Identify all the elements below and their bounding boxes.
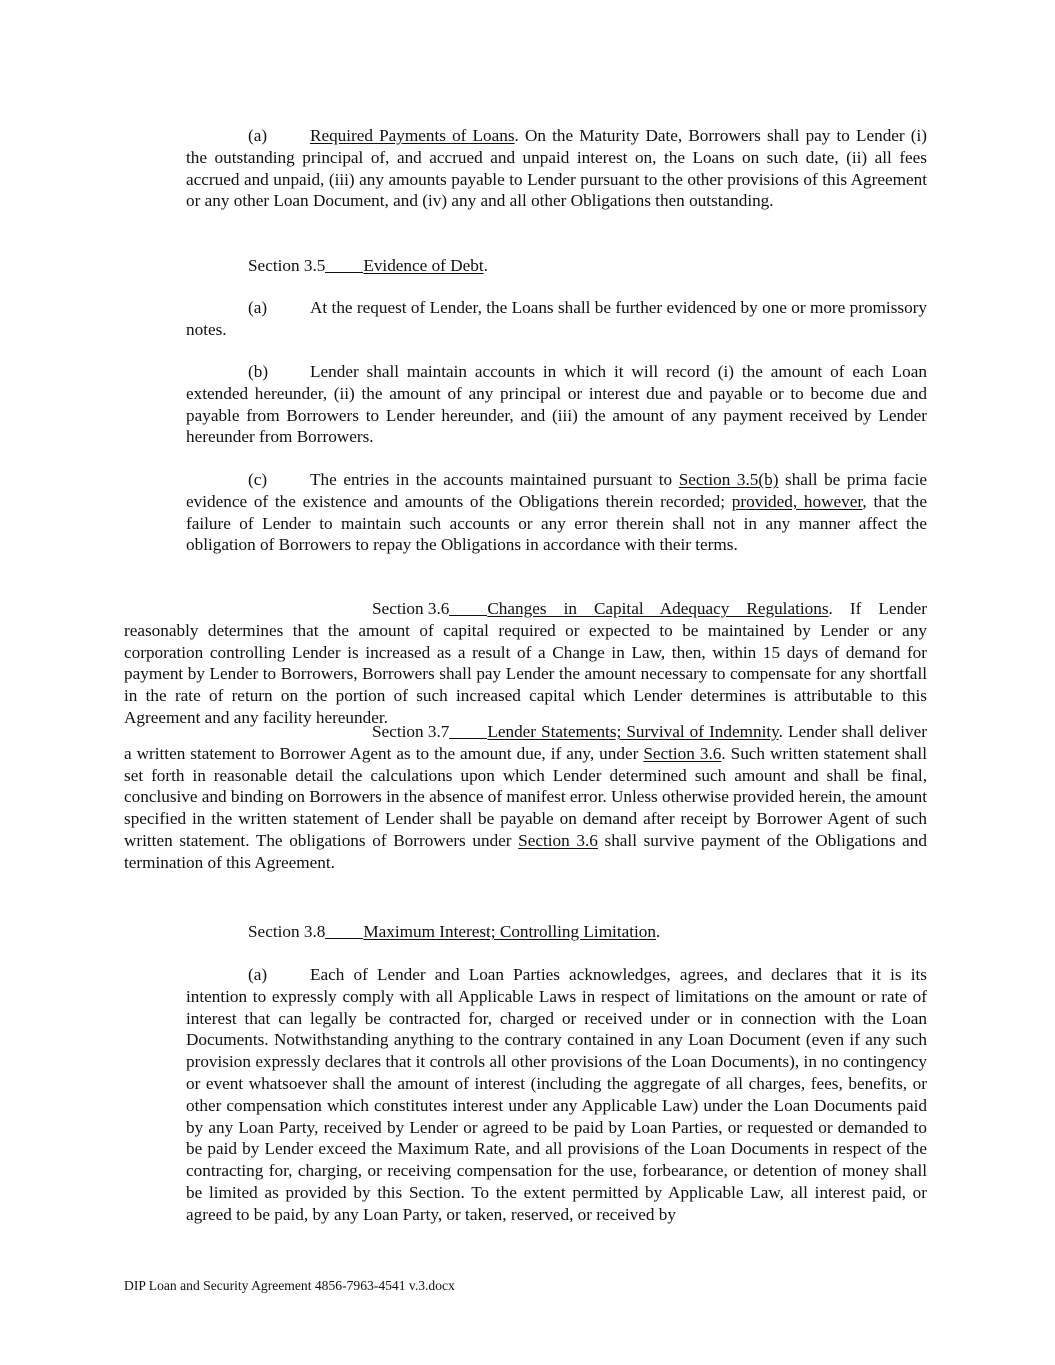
paragraph-label: (c) <box>248 470 268 489</box>
paragraph-text: Lender shall maintain accounts in which it will record (i) the amount of each Loan extended hereunder, (ii) the amount of any principal or interest due and payable or to become due and payable from Borrowers to Lender hereunder, and (iii) the amount of any payment received by Lender hereunder from Borrowers. <box>186 362 927 447</box>
section-number: Section 3.7 <box>372 722 450 741</box>
section-text: If Lender reasonably determines that the amount of capital required or expected to be maintained by Lender or any corporation controlling Lender is increased as a result of a Change in Law, then, within 15 days of demand for payment by Lender to Borrowers, Borrowers shall pay Lender the amount necessary to compensate for any shortfall in the rate of return on the portion of such increased capital which Lender determines is attributable to this Agreement and any facility hereunder. <box>124 599 927 727</box>
paragraph-label: (a) <box>248 965 268 984</box>
section-title: Maximum Interest; Controlling Limitation <box>363 922 656 941</box>
paragraph-text: At the request of Lender, the Loans shall be further evidenced by one or more promissory notes. <box>186 298 927 339</box>
cross-reference: Section 3.5(b) <box>678 470 779 489</box>
section-heading-3-8: Section 3.8 Maximum Interest; Controlling Limitation. <box>248 922 661 941</box>
paragraph-3-5-b <box>186 361 927 448</box>
document-footer: DIP Loan and Security Agreement 4856-7963-4541 v.3.docx <box>124 1278 455 1293</box>
provided-however-term: provided, however <box>731 491 863 511</box>
section-number: Section 3.6 <box>372 599 450 618</box>
cross-reference: Section 3.6 <box>643 743 722 763</box>
paragraph-label: (a) <box>248 298 268 317</box>
paragraph-3-5-c: (c) The entries in the accounts maintained pursuant to Section 3.5(b) shall be prima facie evidence of the existence and amounts of the Obligations therein recorded; provided, however, that the failure of Lender to maintain such accounts or any error therein shall not in any manner affect the obligation of Borrowers to repay the Obligations in accordance with their terms. <box>186 470 927 555</box>
paragraph-3-5-a <box>186 297 927 341</box>
section-title: Lender Statements; Survival of Indemnity <box>487 722 779 741</box>
section-number: Section 3.5 <box>248 256 326 275</box>
paragraph-text: Each of Lender and Loan Parties acknowledges, agrees, and declares that it is its intention to expressly comply with all Applicable Laws in respect of limitations on the amount or rate of interest that can legally be contracted for, charged or received under or in connection with the Loan Documents. Notwithstanding anything to the contrary contained in any Loan Document (even if any such provision expressly declares that it controls all other provisions of the Loan Documents), in no contingency or event whatsoever shall the amount of interest (including the aggregate of all charges, fees, benefits, or other compensation which constitutes interest under any Applicable Law) under the Loan Documents paid by any Loan Party, received by Lender or agreed to be paid by Loan Parties, or requested or demanded to be paid by Lender exceed the Maximum Rate, and all provisions of the Loan Documents in respect of the contracting for, charging, or receiving compensation for the use, forbearance, or detention of money shall be limited as provided by this Section. To the extent permitted by Applicable Law, all interest paid, or agreed to be paid, by any Loan Party, or taken, reserved, or received by <box>186 965 927 1224</box>
section-title: Evidence of Debt <box>363 256 484 275</box>
paragraph-required-payments: (a) Required Payments of Loans. On the Maturity Date, Borrowers shall pay to Lender (i) the outstanding principal of, and accrued and unpaid interest on, the Loans on such date, (ii) all fees accrued and unpaid, (iii) any amounts payable to Lender pursuant to the other provisions of this Agreement or any other Loan Document, and (iv) any and all other Obligations then outstanding. <box>186 126 927 211</box>
paragraph-3-8-a <box>186 964 927 1226</box>
section-3-6-paragraph: Section 3.6 Changes in Capital Adequacy Regulations. If Lender reasonably determines that the amount of capital required or expected to be maintained by Lender or any corporation controlling Lender is increased as a result of a Change in Law, then, within 15 days of demand for payment by Lender to Borrowers, Borrowers shall pay Lender the amount necessary to compensate for any shortfall in the rate of return on the portion of such increased capital which Lender determines is attributable to this Agreement and any facility hereunder. <box>124 599 927 727</box>
paragraph-text: On the Maturity Date, Borrowers shall pay to Lender (i) the outstanding principal of, and accrued and unpaid interest on, the Loans on such date, (ii) all fees accrued and unpaid, (iii) any amounts payable to Lender pursuant to the other provisions of this Agreement or any other Loan Document, and (iv) any and all other Obligations then outstanding. <box>186 126 927 211</box>
cross-reference: Section 3.6 <box>518 830 598 850</box>
section-3-7-paragraph: Section 3.7 Lender Statements; Survival of Indemnity. Lender shall deliver a written statement to Borrower Agent as to the amount due, if any, under Section 3.6. Such written statement shall set forth in reasonable detail the calculations upon which Lender determined such amount and shall be final, conclusive and binding on Borrowers in the absence of manifest error. Unless otherwise provided herein, the amount specified in the written statement of Lender shall be payable on demand after receipt by Borrower Agent of such written statement. The obligations of Borrowers under Section 3.6 shall survive payment of the Obligations and termination of this Agreement. <box>124 722 927 872</box>
section-heading-3-5: Section 3.5 Evidence of Debt. <box>248 256 488 275</box>
paragraph-label: (b) <box>248 362 269 381</box>
paragraph-label: (a) <box>248 126 268 145</box>
paragraph-heading: Required Payments of Loans <box>310 126 515 145</box>
section-number: Section 3.8 <box>248 922 326 941</box>
section-title: Changes in Capital Adequacy Regulations <box>487 599 829 618</box>
